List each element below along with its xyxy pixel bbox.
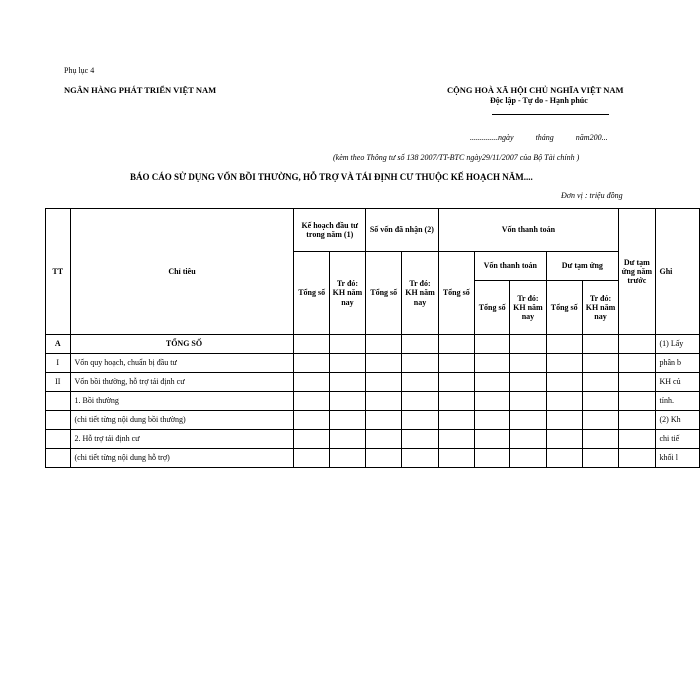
- motto: Độc lập - Tự do - Hạnh phúc: [490, 96, 588, 105]
- row-tt: [46, 449, 71, 468]
- header-received: Số vốn đã nhận (2): [366, 209, 439, 252]
- header-received-thisyear: Tr đó: KH năm nay: [402, 252, 438, 335]
- row-note: KH củ: [655, 373, 700, 392]
- row-note: tỉnh.: [655, 392, 700, 411]
- row-label: 2. Hỗ trợ tái định cư: [70, 430, 294, 449]
- table-row: [46, 449, 700, 468]
- row-tt: I: [46, 354, 71, 373]
- header-advance-prev: Dư tạm ứng năm trước: [619, 209, 655, 335]
- date-month: tháng: [535, 133, 554, 142]
- table-row: [46, 411, 700, 430]
- circular-reference: (kèm theo Thông tư số 138 2007/TT-BTC ngày29/11/2007 của Bộ Tài chính ): [333, 153, 580, 162]
- row-tt: [46, 392, 71, 411]
- nation-heading: CỘNG HOÀ XÃ HỘI CHỦ NGHĨA VIỆT NAM: [447, 85, 624, 95]
- report-title: BÁO CÁO SỬ DỤNG VỐN BỒI THƯỜNG, HỖ TRỢ VÀ TÁI ĐỊNH CƯ THUỘC KẾ HOẠCH NĂM....: [130, 172, 533, 182]
- table-row: [46, 392, 700, 411]
- row-label: TỔNG SỐ: [70, 335, 294, 354]
- table-row: [46, 373, 700, 392]
- date-year: năm200...: [575, 133, 608, 142]
- table-row: [46, 354, 700, 373]
- header-paid-total: Tổng số: [474, 281, 509, 335]
- row-note: phân b: [655, 354, 700, 373]
- row-tt: A: [46, 335, 71, 354]
- header-plan-thisyear: Tr đó: KH năm nay: [329, 252, 365, 335]
- report-table: [45, 208, 700, 468]
- row-tt: II: [46, 373, 71, 392]
- header-plan-total: Tổng số: [294, 252, 329, 335]
- header-note: Ghi: [655, 209, 700, 335]
- row-tt: [46, 430, 71, 449]
- organization-name: NGÂN HÀNG PHÁT TRIỂN VIỆT NAM: [64, 85, 217, 95]
- header-paid-thisyear: Tr đó: KH năm nay: [510, 281, 546, 335]
- header-advance-thisyear: Tr đó: KH năm nay: [582, 281, 618, 335]
- header-tt: TT: [46, 209, 71, 335]
- header-payment-total: Tổng số: [438, 252, 474, 335]
- row-label: (chi tiết từng nội dung hỗ trợ): [70, 449, 294, 468]
- row-label: 1. Bồi thường: [70, 392, 294, 411]
- row-tt: [46, 411, 71, 430]
- row-note: (1) Lấy: [655, 335, 700, 354]
- header-payment: Vốn thanh toán: [438, 209, 619, 252]
- date-day: ..............ngày: [470, 133, 514, 142]
- table-row: [46, 430, 700, 449]
- header-plan: Kế hoạch đầu tư trong năm (1): [294, 209, 366, 252]
- row-note: khối l: [655, 449, 700, 468]
- date-line: [470, 133, 608, 142]
- row-note: (2) Kh: [655, 411, 700, 430]
- header-paid: Vốn thanh toán: [474, 252, 546, 281]
- motto-underline: [492, 114, 609, 115]
- row-note: chi tiế: [655, 430, 700, 449]
- row-label: Vốn bồi thường, hỗ trợ tái định cư: [70, 373, 294, 392]
- row-label: Vốn quy hoạch, chuẩn bị đầu tư: [70, 354, 294, 373]
- header-chitieu: Chỉ tiêu: [70, 209, 294, 335]
- unit-label: Đơn vị : triệu đồng: [561, 191, 623, 200]
- header-advance: Dư tạm ứng: [546, 252, 619, 281]
- table-row: [46, 335, 700, 354]
- appendix-label: Phụ lục 4: [64, 66, 95, 75]
- row-label: (chi tiết từng nội dung bồi thường): [70, 411, 294, 430]
- header-advance-total: Tổng số: [546, 281, 582, 335]
- header-received-total: Tổng số: [366, 252, 402, 335]
